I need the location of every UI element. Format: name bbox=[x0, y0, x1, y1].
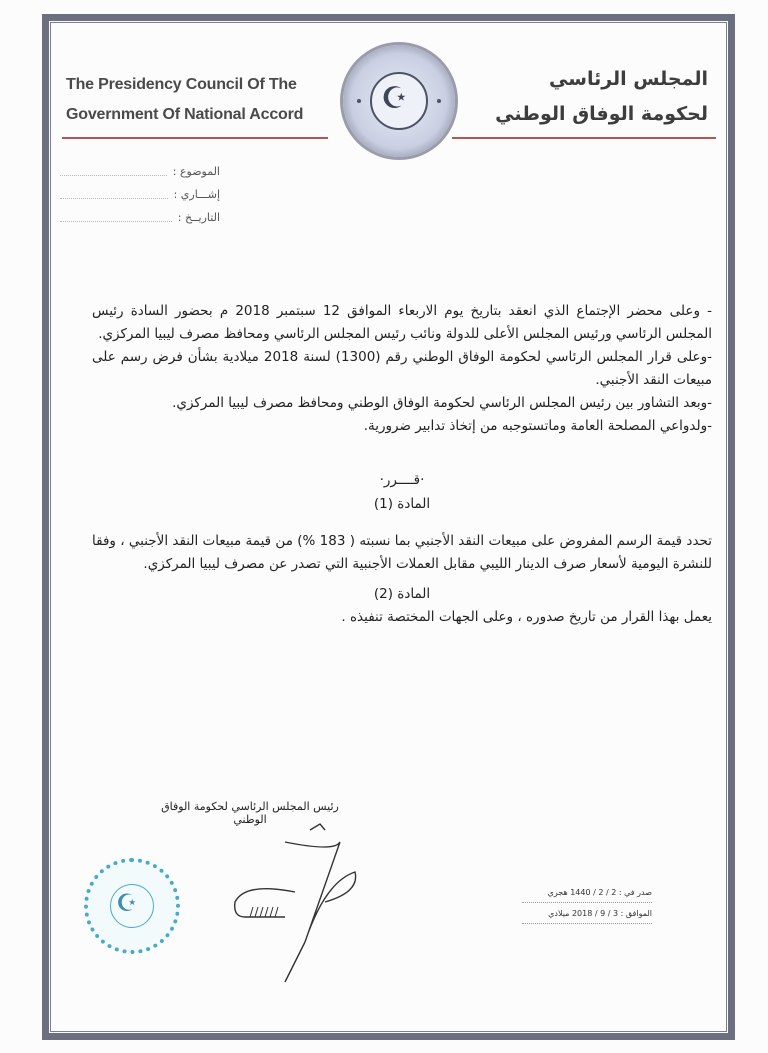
gregorian-date: الموافق : 3 / 9 / 2018 ميلادي bbox=[522, 905, 652, 924]
field-subject bbox=[60, 160, 220, 183]
field-reference bbox=[60, 183, 220, 206]
signatory-title: رئيس المجلس الرئاسي لحكومة الوفاق الوطني bbox=[161, 800, 339, 826]
seal-dot-icon bbox=[357, 99, 361, 103]
crescent-star-icon: ☪ bbox=[381, 81, 408, 116]
preamble-clause: - وعلى محضر الإجتماع الذي انعقد بتاريخ يوم الاربعاء الموافق 12 سبتمبر 2018 م بحضور السادة رئيس المجلس الرئاسي ورئيس المجلس الأعلى للدولة ونائب رئيس المجلس الرئاسي ومحافظ مصرف ليبيا المركزي. bbox=[92, 303, 712, 342]
field-value bbox=[60, 213, 172, 222]
english-letterhead bbox=[66, 70, 303, 130]
official-stamp-icon bbox=[84, 858, 180, 954]
field-value bbox=[60, 190, 168, 199]
government-seal-icon bbox=[343, 45, 455, 157]
arabic-letterhead bbox=[468, 62, 708, 132]
article-2-text: يعمل بهذا القرار من تاريخ صدوره ، وعلى الجهات المختصة تنفيذه . bbox=[341, 609, 712, 625]
decision-body bbox=[92, 300, 712, 629]
header-rule-right bbox=[452, 137, 716, 139]
arabic-title-line1: المجلس الرئاسي bbox=[549, 68, 708, 90]
arabic-title-line2: لحكومة الوفاق الوطني bbox=[495, 103, 708, 125]
field-value bbox=[60, 167, 167, 176]
english-title-line1: The Presidency Council Of The bbox=[66, 76, 297, 93]
field-label: إشـــاري : bbox=[173, 188, 220, 201]
preamble-clause: -وبعد التشاور بين رئيس المجلس الرئاسي لحكومة الوفاق الوطني ومحافظ مصرف ليبيا المركزي. bbox=[172, 395, 712, 411]
header-rule-left bbox=[62, 137, 328, 139]
hijri-date: صدر في : 2 / 2 / 1440 هجري bbox=[522, 884, 652, 903]
article-1-text: تحدد قيمة الرسم المفروض على مبيعات النقد الأجنبي بما نسبته ( 183 %) من قيمة مبيعات النقد الأجنبي ، وفقا للنشرة اليومية لأسعار صرف الدينار الليبي مقابل العملات الأجنبية التي تصدر عن مصرف ليبيا المركزي. bbox=[92, 533, 712, 572]
article-1-title: المادة (1) bbox=[373, 496, 431, 512]
english-title-line2: Government Of National Accord bbox=[66, 106, 304, 123]
field-label: الموضوع : bbox=[172, 165, 220, 178]
crescent-star-icon: ☪ bbox=[116, 889, 138, 917]
decision-heading: ·قــــرر· bbox=[379, 472, 425, 488]
field-date bbox=[60, 206, 220, 229]
article-2-title: المادة (2) bbox=[373, 586, 431, 602]
field-label: التاريــخ : bbox=[177, 211, 220, 224]
preamble-clause: -وعلى قرار المجلس الرئاسي لحكومة الوفاق الوطني رقم (1300) لسنة 2018 ميلادية بشأن فرض رسم على مبيعات النقد الأجنبي. bbox=[92, 349, 712, 388]
seal-dot-icon bbox=[437, 99, 441, 103]
preamble-clause: -ولدواعي المصلحة العامة وماتستوجبه من إتخاذ تدابير ضرورية. bbox=[363, 418, 712, 434]
issue-dates bbox=[522, 884, 652, 926]
handwritten-signature bbox=[225, 822, 375, 992]
reference-fields bbox=[60, 160, 220, 229]
